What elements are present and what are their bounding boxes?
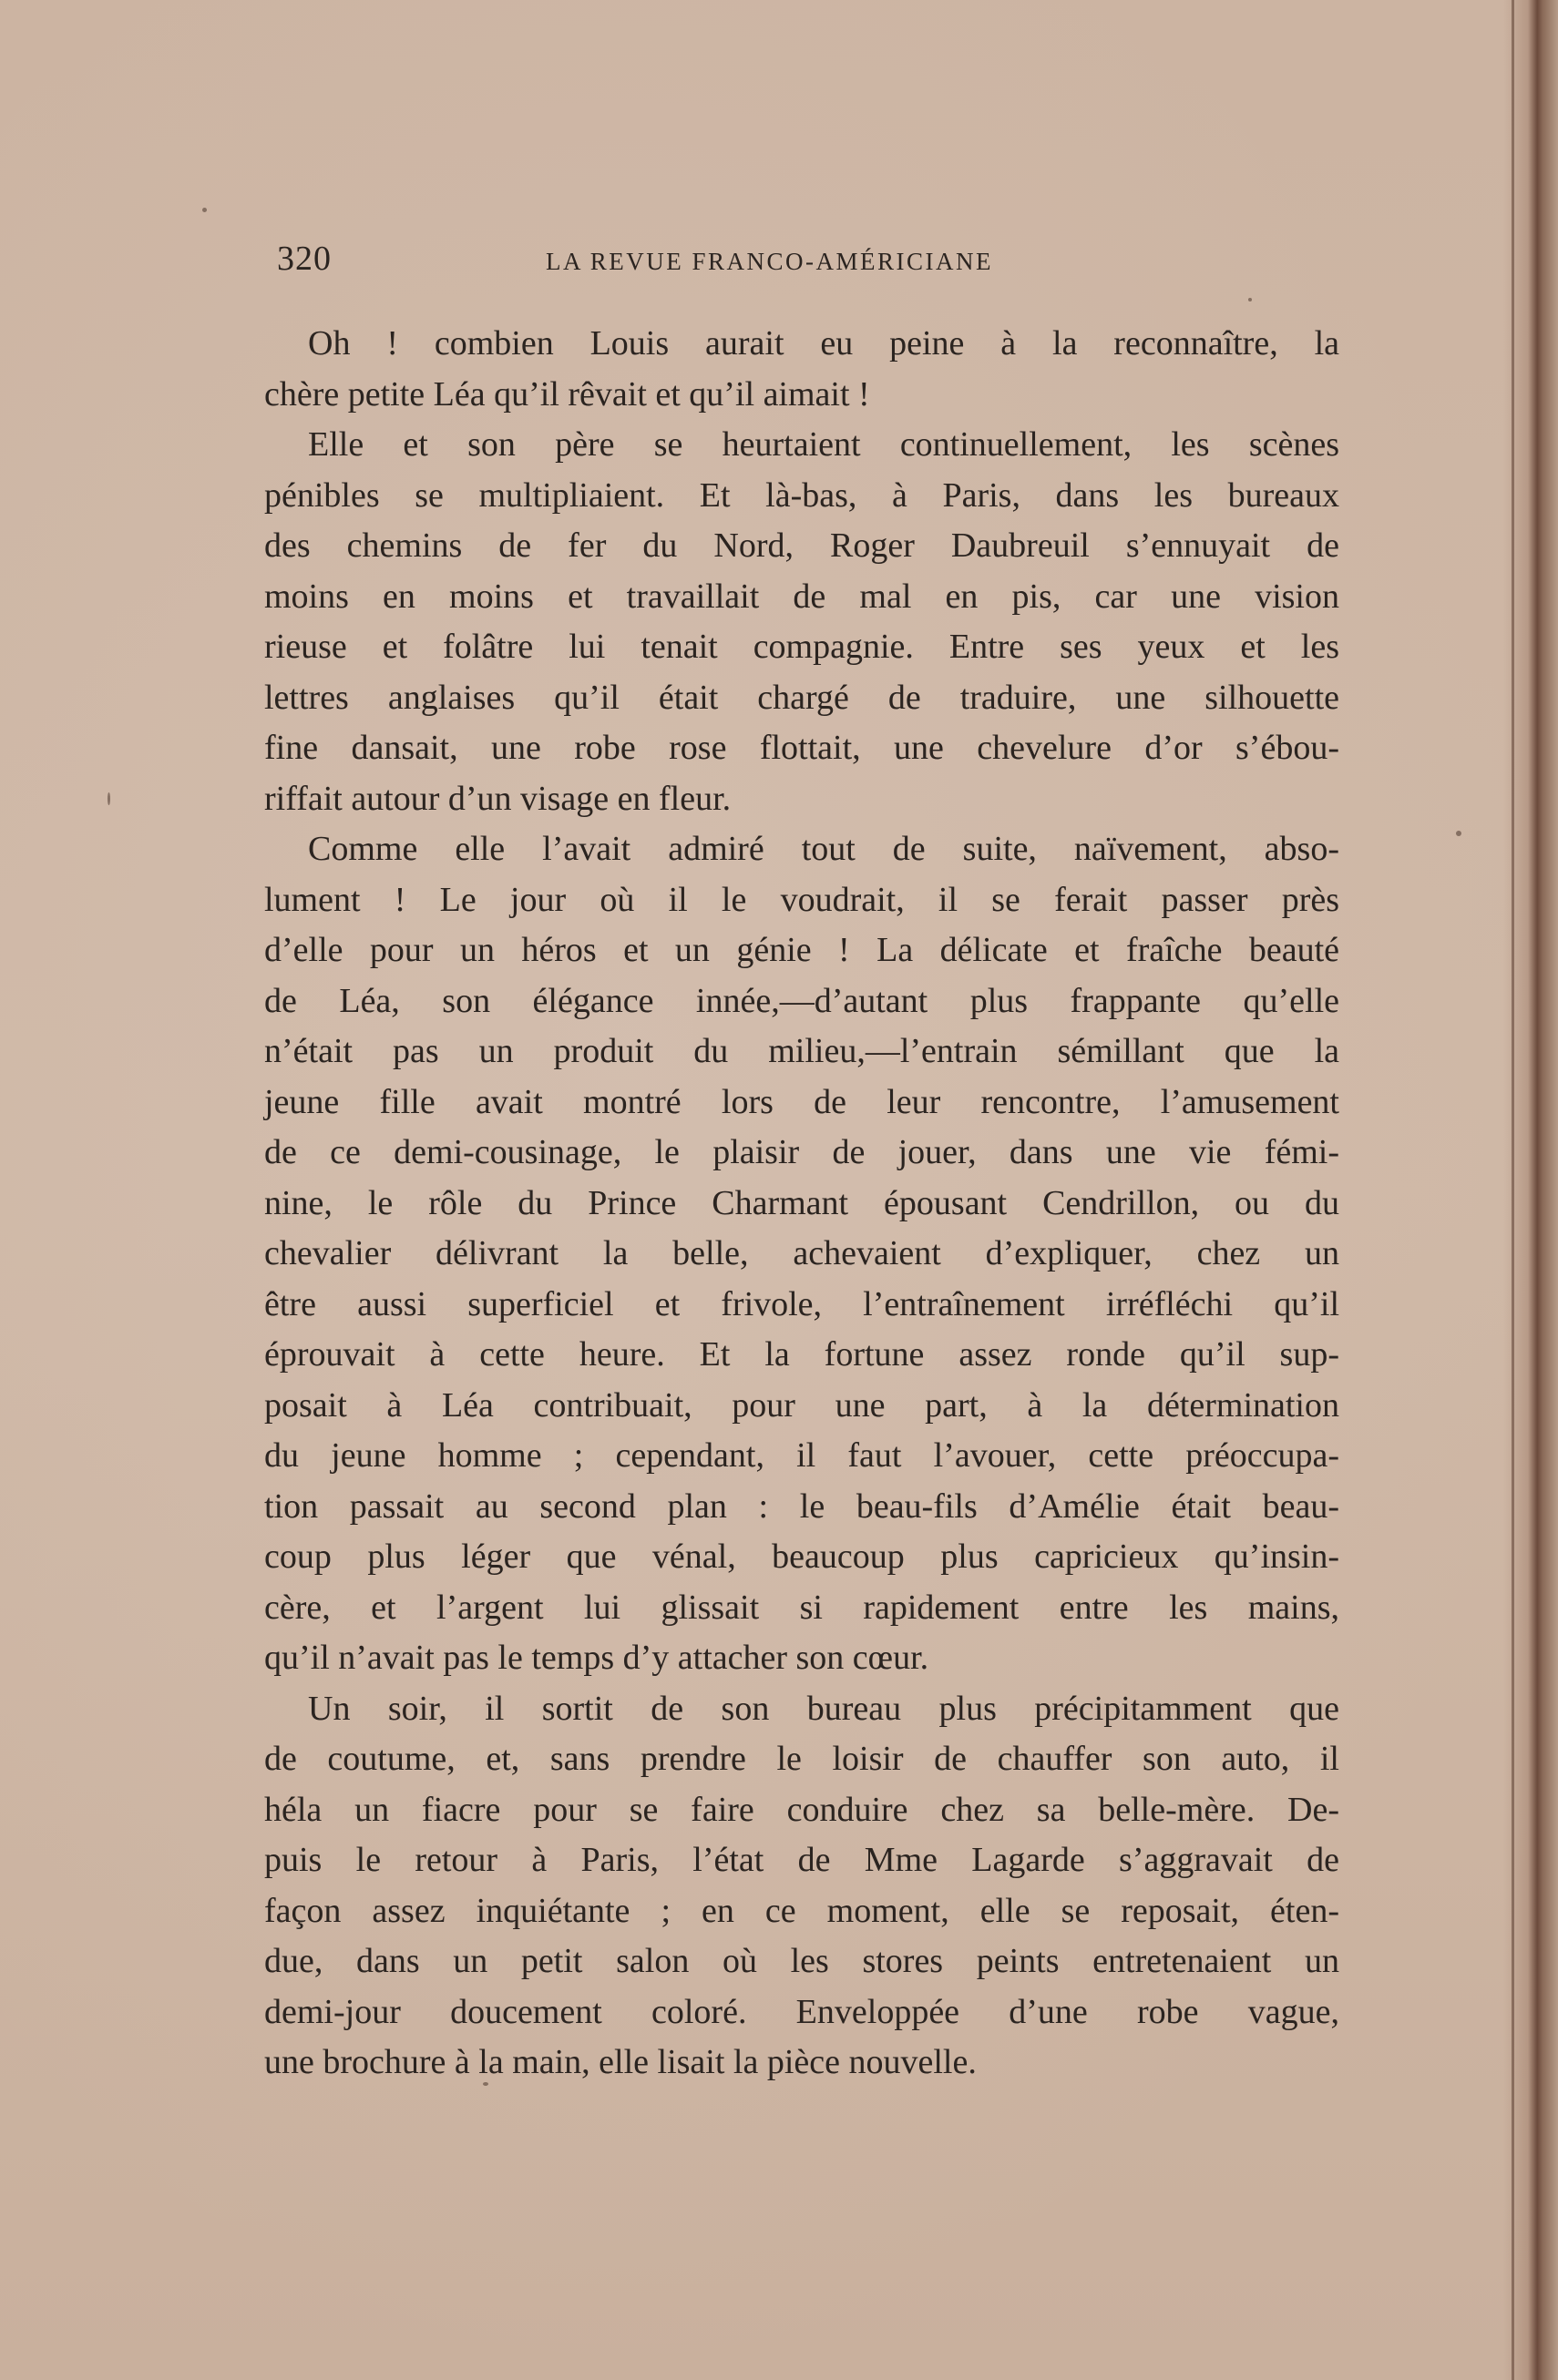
text-line: fine dansait, une robe rose flottait, une chevelure d’or s’ébou- (264, 729, 1339, 767)
paper-speck (108, 792, 110, 805)
text-line: lettres anglaises qu’il était chargé de traduire, une silhouette (264, 678, 1339, 717)
text-line: pénibles se multipliaient. Et là-bas, à Paris, dans les bureaux (264, 475, 1339, 515)
text-line: Elle et son père se heurtaient continuellement, les scènes (308, 425, 1339, 464)
paragraph (264, 824, 1339, 1684)
text-line: être aussi superficiel et frivole, l’entraînement irréfléchi qu’il (264, 1284, 1339, 1323)
text-line: posait à Léa contribuait, pour une part, à la détermination (264, 1385, 1339, 1425)
text-line: d’elle pour un héros et un génie ! La délicate et fraîche beauté (264, 931, 1339, 969)
text-line: Comme elle l’avait admiré tout de suite, naïvement, abso- (308, 830, 1339, 868)
text-line: façon assez inquiétante ; en ce moment, elle se reposait, éten- (264, 1891, 1339, 1930)
text-line: coup plus léger que vénal, beaucoup plus capricieux qu’insin- (264, 1537, 1339, 1576)
body-text (264, 319, 1339, 2089)
text-line: Oh ! combien Louis aurait eu peine à la reconnaître, la (308, 324, 1339, 363)
text-line: de coutume, et, sans prendre le loisir de chauffer son auto, il (264, 1740, 1339, 1778)
text-line: cère, et l’argent lui glissait si rapidement entre les mains, (264, 1588, 1339, 1627)
text-line: riffait autour d’un visage en fleur. (264, 779, 732, 818)
text-line: de Léa, son élégance innée,—d’autant plus frappante qu’elle (264, 981, 1339, 1020)
paper-speck (202, 208, 207, 212)
page-edge-line (1512, 0, 1514, 2380)
text-line: chère petite Léa qu’il rêvait et qu’il aimait ! (264, 374, 870, 414)
text-line: une brochure à la main, elle lisait la pièce nouvelle. (264, 2043, 977, 2081)
paragraph (264, 319, 1339, 420)
journal-title: LA REVUE FRANCO-AMÉRICIANE (546, 248, 994, 275)
text-line: lument ! Le jour où il le voudrait, il se ferait passer près (264, 880, 1339, 919)
text-line: tion passait au second plan : le beau-fils d’Amélie était beau- (264, 1486, 1339, 1526)
paper-speck (1248, 298, 1252, 301)
paper-speck (1456, 831, 1461, 836)
text-line: héla un fiacre pour se faire conduire chez sa belle-mère. De- (264, 1790, 1339, 1829)
text-line: puis le retour à Paris, l’état de Mme Lagarde s’aggravait de (264, 1841, 1339, 1879)
running-head (277, 239, 1079, 284)
text-line: n’était pas un produit du milieu,—l’entrain sémillant que la (264, 1032, 1339, 1070)
page-number: 320 (277, 240, 332, 278)
text-line: rieuse et folâtre lui tenait compagnie. Entre ses yeux et les (264, 628, 1339, 666)
text-line: qu’il n’avait pas le temps d’y attacher son cœur. (264, 1639, 929, 1677)
text-line: jeune fille avait montré lors de leur rencontre, l’amusement (264, 1082, 1339, 1121)
text-line: éprouvait à cette heure. Et la fortune assez ronde qu’il sup- (264, 1335, 1339, 1374)
text-line: moins en moins et travaillait de mal en pis, car une vision (264, 577, 1339, 616)
text-line: des chemins de fer du Nord, Roger Daubreuil s’ennuyait de (264, 526, 1339, 565)
text-line: Un soir, il sortit de son bureau plus précipitamment que (308, 1689, 1339, 1728)
text-line: de ce demi-cousinage, le plaisir de jouer, dans une vie fémi- (264, 1133, 1339, 1171)
text-line: due, dans un petit salon où les stores peints entretenaient un (264, 1942, 1339, 1980)
text-line: nine, le rôle du Prince Charmant épousant Cendrillon, ou du (264, 1183, 1339, 1222)
text-line: demi-jour doucement coloré. Enveloppée d’une robe vague, (264, 1992, 1339, 2031)
text-line: du jeune homme ; cependant, il faut l’avouer, cette préoccupa- (264, 1436, 1339, 1475)
paragraph (264, 420, 1339, 824)
text-line: chevalier délivrant la belle, achevaient d’expliquer, chez un (264, 1234, 1339, 1272)
paragraph (264, 1684, 1339, 2089)
